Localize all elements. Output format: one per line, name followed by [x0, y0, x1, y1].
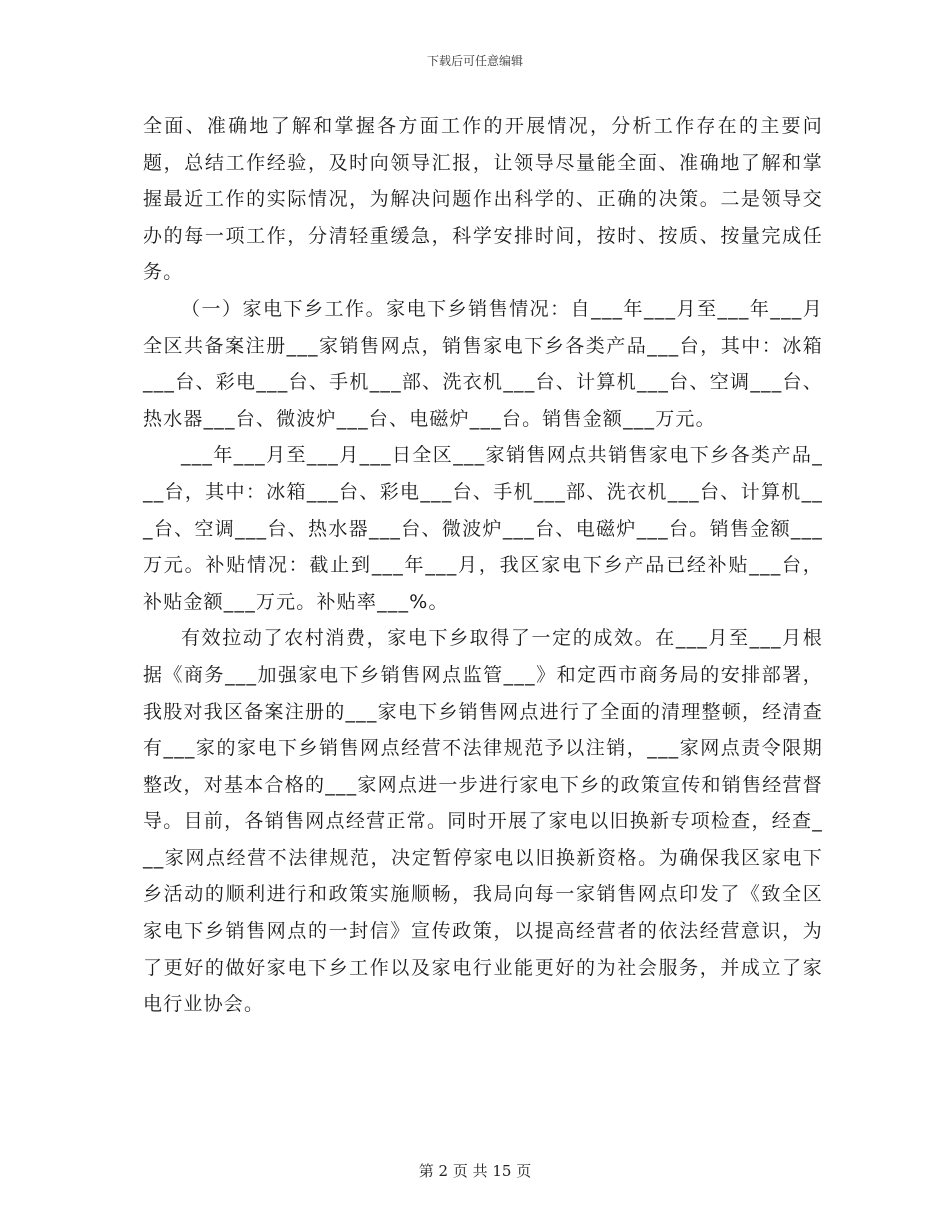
- page-header: 下载后可任意编辑: [426, 54, 523, 68]
- paragraph-outlet-supervision: 有效拉动了农村消费，家电下乡取得了一定的成效。在___月至___月根据《商务___加强家电下乡销售网点监管___》和定西市商务局的安排部署，我股对我区备案注册的___家电下乡销售网点进行了全面的清理整顿，经清查有___家的家电下乡销售网点经营不法律规范予以注销，___家网点责令限期整改，对基本合格的___家网点进一步进行家电下乡的政策宣传和销售经营督导。目前，各销售网点经营正常。同时开展了家电以旧换新专项检查，经查___家网点经营不法律规范，决定暂停家电以旧换新资格。为确保我区家电下乡活动的顺利进行和政策实施顺畅，我局向每一家销售网点印发了《致全区家电下乡销售网点的一封信》宣传政策，以提高经营者的依法经营意识，为了更好的做好家电下乡工作以及家电行业能更好的为社会服务，并成立了家电行业协会。: [143, 627, 823, 1016]
- paragraph-sales-subsidy: ___年___月至___月___日全区___家销售网点共销售家电下乡各类产品___台，其中：冰箱___台、彩电___台、手机___部、洗衣机___台、计算机___台、空调___台、热水器___台、微波炉___台、电磁炉___台。销售金额___万元。补贴情况：截止到___年___月，我区家电下乡产品已经补贴___台，补贴金额___万元。补贴率___%。: [143, 444, 823, 613]
- paragraph-continuation: 全面、准确地了解和掌握各方面工作的开展情况，分析工作存在的主要问题，总结工作经验，及时向领导汇报，让领导尽量能全面、准确地了解和掌握最近工作的实际情况，为解决问题作出科学的、正确的决策。二是领导交办的每一项工作，分清轻重缓急，科学安排时间，按时、按质、按量完成任务。: [143, 115, 823, 284]
- document-body: [143, 108, 823, 1023]
- paragraph-appliance-sales: （一）家电下乡工作。家电下乡销售情况：自___年___月至___年___月全区共备案注册___家销售网点，销售家电下乡各类产品___台，其中：冰箱___台、彩电___台、手机___部、洗衣机___台、计算机___台、空调___台、热水器___台、微波炉___台、电磁炉___台。销售金额___万元。: [143, 297, 823, 430]
- page-number: 第 2 页 共 15 页: [418, 1162, 532, 1180]
